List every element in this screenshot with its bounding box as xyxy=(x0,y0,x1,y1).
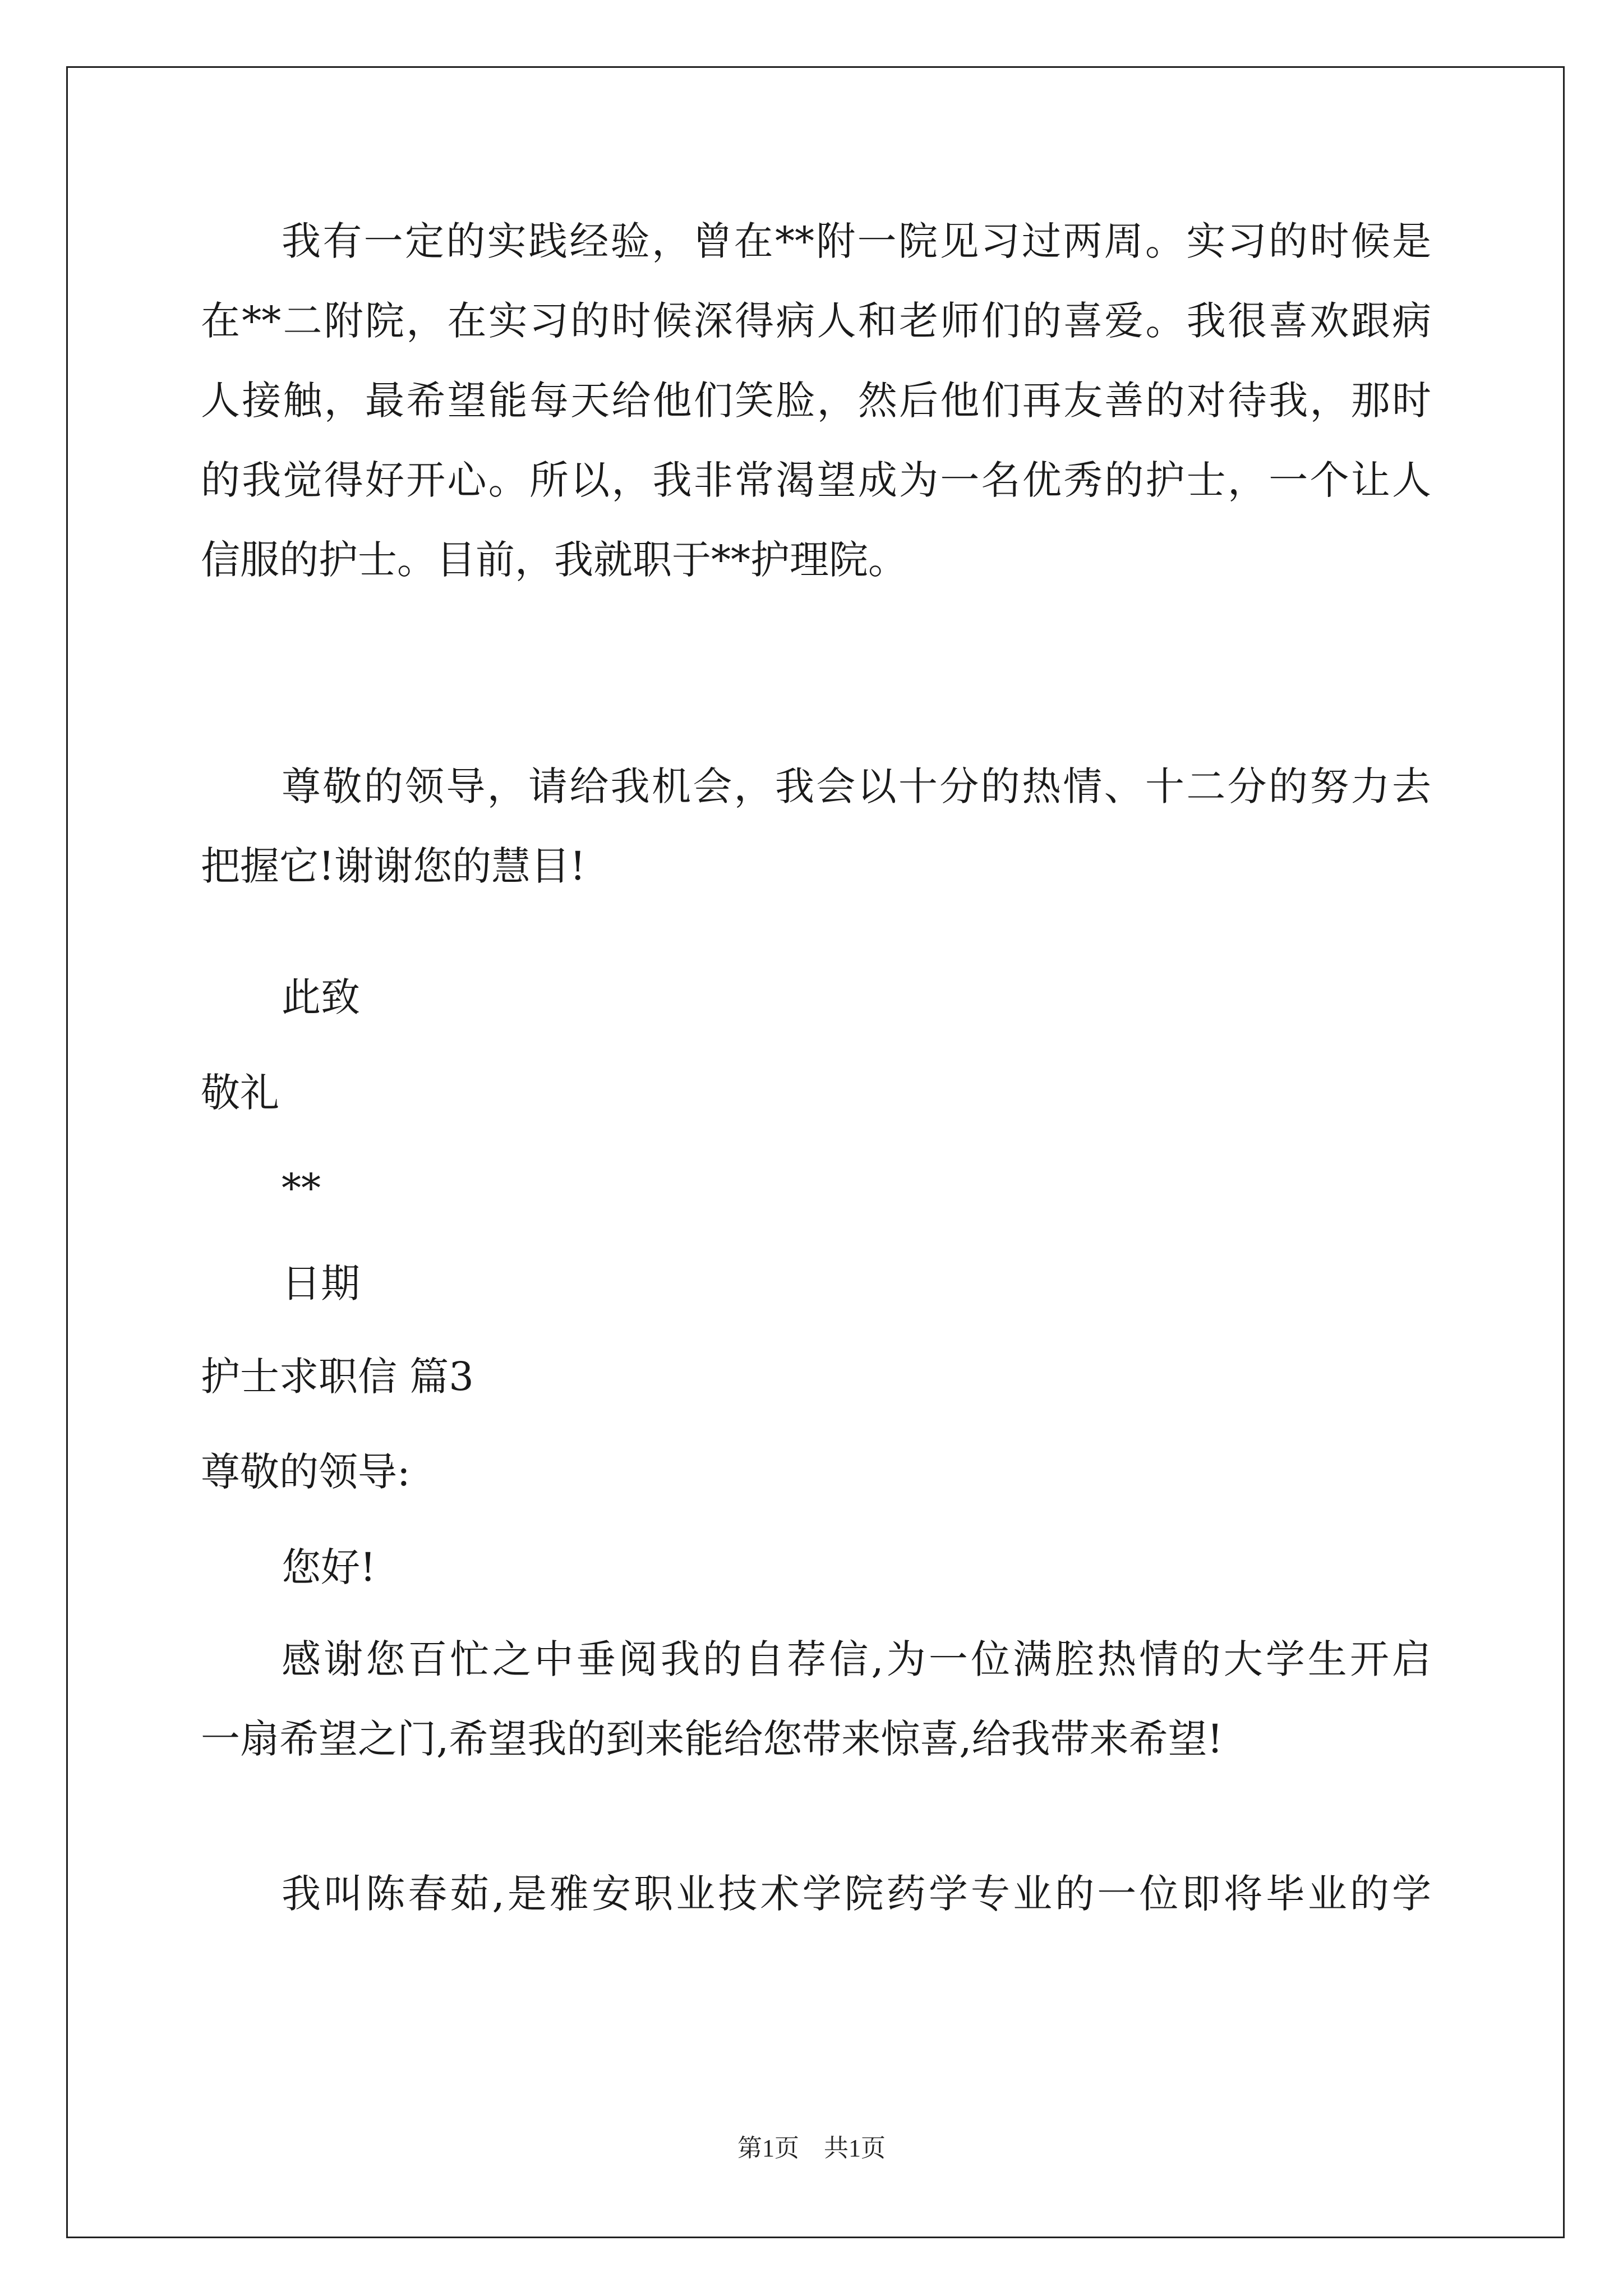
paragraph-line: 感谢您百忙之中垂阅我的自荐信,为一位满腔热情的大学生开启 xyxy=(282,1636,1431,1682)
section-heading: 护士求职信 篇3 xyxy=(201,1354,474,1400)
paragraph-line: 我叫陈春茹,是雅安职业技术学院药学专业的一位即将毕业的学 xyxy=(282,1871,1431,1917)
page-footer: 第1页 共1页 xyxy=(737,2134,886,2162)
date-line: 日期 xyxy=(282,1260,360,1306)
closing-line: 此致 xyxy=(282,974,360,1020)
greeting-line: 您好! xyxy=(282,1544,376,1590)
paragraph-line: 把握它!谢谢您的慧目! xyxy=(201,843,586,889)
paragraph-line: 我有一定的实践经验，曾在**附一院见习过两周。实习的时候是 xyxy=(282,218,1431,264)
paragraph-line: 的我觉得好开心。所以，我非常渴望成为一名优秀的护士，一个让人 xyxy=(201,457,1431,503)
paragraph-line: 一扇希望之门,希望我的到来能给您带来惊喜,给我带来希望! xyxy=(201,1716,1223,1762)
greeting-line: 尊敬的领导: xyxy=(201,1449,411,1495)
salutation-line: 敬礼 xyxy=(201,1070,279,1116)
paragraph-line: 尊敬的领导，请给我机会，我会以十分的热情、十二分的努力去 xyxy=(282,763,1431,809)
paragraph-line: 人接触，最希望能每天给他们笑脸，然后他们再友善的对待我，那时 xyxy=(201,378,1431,424)
paragraph-line: 在**二附院，在实习的时候深得病人和老师们的喜爱。我很喜欢跟病 xyxy=(201,298,1431,344)
paragraph-line: 信服的护士。目前，我就职于**护理院。 xyxy=(201,537,907,583)
signature-line: ** xyxy=(282,1165,321,1211)
